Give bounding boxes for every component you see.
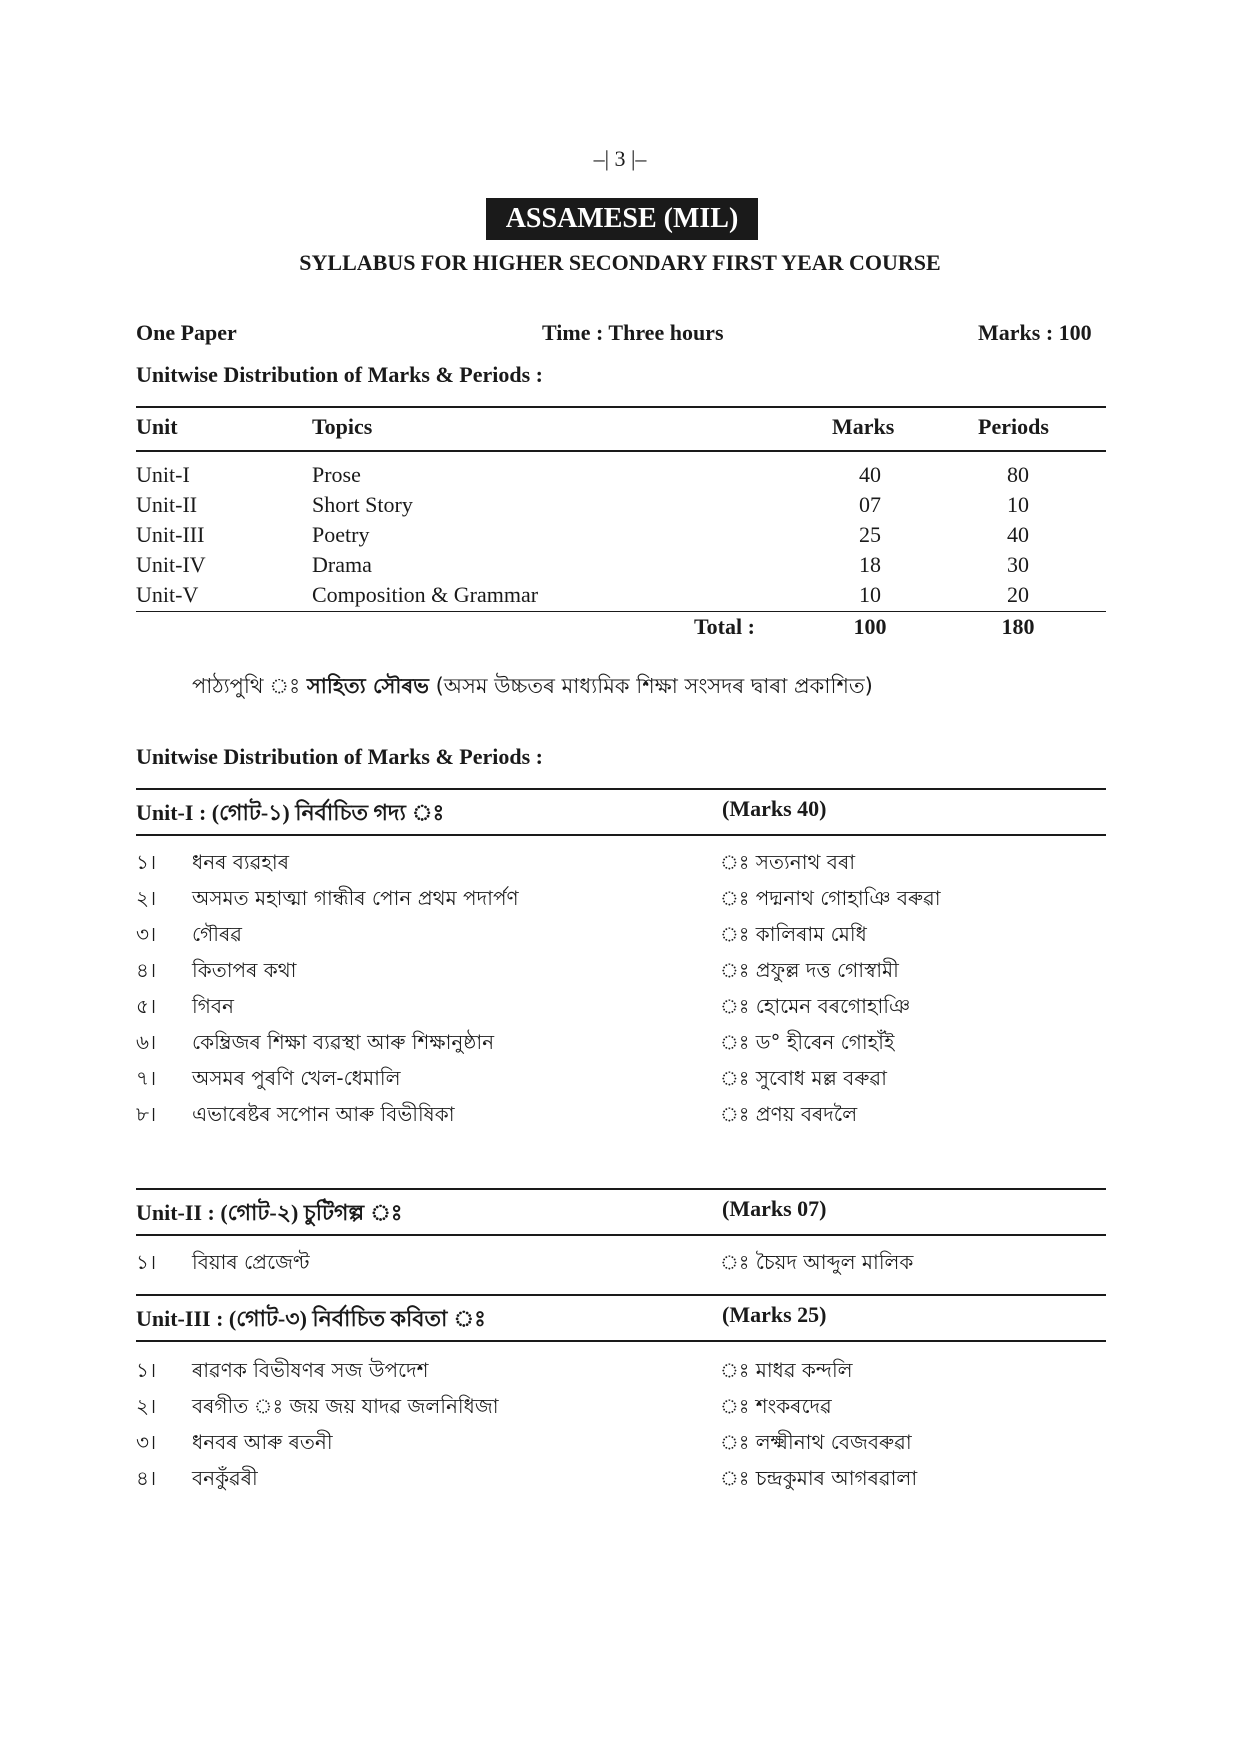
unit-rule (136, 1234, 1106, 1236)
list-item-title: অসমৰ পুৰণি খেল-ধেমালি (192, 1066, 401, 1090)
page-number: –| 3 |– (593, 146, 647, 171)
list-item-number: ৭। (136, 1066, 157, 1090)
list-item-title: ধনৰ ব্যৱহাৰ (192, 850, 289, 874)
list-item-number: ৪। (136, 1466, 157, 1490)
unit-rule (136, 1340, 1106, 1342)
header-marks: Marks (832, 414, 895, 439)
table-row-periods: 10 (1007, 492, 1029, 517)
list-item-number: ৩। (136, 1430, 157, 1454)
list-item-title: কিতাপৰ কথা (192, 958, 297, 982)
list-item-author: ঃ হোমেন বৰগোহাঞি (720, 994, 911, 1018)
list-item-title: বিয়াৰ প্ৰেজেণ্ট (192, 1250, 310, 1274)
document-title: ASSAMESE (MIL) (486, 198, 758, 240)
unit-3-marks: (Marks 25) (722, 1302, 827, 1327)
list-item-number: ১। (136, 1250, 157, 1274)
list-item-title: এভাৰেষ্টৰ সপোন আৰু বিভীষিকা (192, 1102, 455, 1126)
table-top-rule (136, 406, 1106, 408)
table-row-unit: Unit-I (136, 462, 190, 487)
table-row-periods: 30 (1007, 552, 1029, 577)
list-item-author: ঃ কালিৰাম মেধি (720, 922, 867, 946)
table-row-marks: 10 (859, 582, 881, 607)
table-header-rule (136, 450, 1106, 452)
list-item-author: ঃ সত্যনাথ বৰা (720, 850, 856, 874)
list-item-number: ২। (136, 886, 157, 910)
document-subtitle: SYLLABUS FOR HIGHER SECONDARY FIRST YEAR COURSE (299, 250, 941, 275)
unit-1-heading: Unit-I : (গোট-১) নিৰ্বাচিত গদ্য ঃ (136, 800, 445, 825)
list-item-number: ৫। (136, 994, 157, 1018)
list-item-number: ১। (136, 850, 157, 874)
table-row-marks: 40 (859, 462, 881, 487)
list-item-title: ধনবৰ আৰু ৰতনী (192, 1430, 333, 1454)
table-row-topic: Drama (312, 552, 372, 577)
list-item-author: ঃ প্ৰফুল্ল দত্ত গোস্বামী (720, 958, 899, 982)
list-item-number: ৮। (136, 1102, 157, 1126)
list-item-author: ঃ শংকৰদেৱ (720, 1394, 832, 1418)
list-item-number: ৪। (136, 958, 157, 982)
textbook-publisher: (অসম উচ্চতৰ মাধ্যমিক শিক্ষা সংসদৰ দ্বাৰা প্ৰকাশিত) (428, 674, 873, 698)
table-row-periods: 40 (1007, 522, 1029, 547)
unit-2-marks: (Marks 07) (722, 1196, 827, 1221)
total-periods: 180 (1001, 614, 1035, 639)
list-item-title: গৌৰৱ (192, 922, 242, 946)
list-item-author: ঃ চন্দ্ৰকুমাৰ আগৰৱালা (720, 1466, 918, 1490)
list-item-author: ঃ প্ৰণয় বৰদলৈ (720, 1102, 858, 1126)
header-periods: Periods (978, 414, 1049, 439)
table-row-topic: Composition & Grammar (312, 582, 539, 607)
list-item-number: ২। (136, 1394, 157, 1418)
table-row-topic: Short Story (312, 492, 413, 517)
header-topics: Topics (312, 414, 373, 439)
list-item-title: ৰাৱণক বিভীষণৰ সজ উপদেশ (192, 1358, 429, 1382)
table-row-topic: Poetry (312, 522, 370, 547)
list-item-author: ঃ ড° হীৰেন গোহাঁই (720, 1030, 895, 1054)
list-item-title: কেম্ব্ৰিজৰ শিক্ষা ব্যৱস্থা আৰু শিক্ষানুষ্ঠান (192, 1030, 495, 1054)
table-row-marks: 18 (859, 552, 881, 577)
list-item-number: ৩। (136, 922, 157, 946)
list-item-title: বৰগীত ঃ জয় জয় যাদৱ জলনিধিজা (192, 1394, 499, 1418)
list-item-title: অসমত মহাত্মা গান্ধীৰ পোন প্ৰথম পদাৰ্পণ (192, 886, 519, 910)
table-row-unit: Unit-III (136, 522, 205, 547)
section-heading-distribution: Unitwise Distribution of Marks & Periods : (136, 362, 543, 387)
table-row-unit: Unit-II (136, 492, 198, 517)
paper-count: One Paper (136, 320, 237, 345)
header-unit: Unit (136, 414, 178, 439)
textbook-prefix: পাঠ্যপুথি ঃ (192, 674, 307, 698)
table-row-marks: 25 (859, 522, 881, 547)
total-marks-label: Marks : 100 (978, 320, 1092, 345)
unit-rule (136, 1294, 1106, 1296)
textbook-name: সাহিত্য সৌৰভ (306, 674, 429, 698)
table-row-marks: 07 (859, 492, 881, 517)
unit-rule (136, 834, 1106, 836)
table-total-rule (136, 611, 1106, 612)
unit-rule (136, 788, 1106, 790)
total-label: Total : (694, 614, 755, 639)
list-item-author: ঃ পদ্মনাথ গোহাঞি বৰুৱা (720, 886, 941, 910)
list-item-author: ঃ সুবোধ মল্ল বৰুৱা (720, 1066, 887, 1090)
list-item-number: ১। (136, 1358, 157, 1382)
list-item-title: গিবন (192, 994, 234, 1018)
unit-rule (136, 1188, 1106, 1190)
unit-2-heading: Unit-II : (গোট-২) চুটিগল্প ঃ (136, 1200, 403, 1225)
list-item-number: ৬। (136, 1030, 157, 1054)
list-item-title: বনকুঁৱৰী (192, 1466, 258, 1490)
table-row-topic: Prose (312, 462, 361, 487)
textbook-line (192, 670, 873, 705)
list-item-author: ঃ লক্ষ্মীনাথ বেজবৰুৱা (720, 1430, 912, 1454)
list-item-author: ঃ মাধৱ কন্দলি (720, 1358, 853, 1382)
exam-time: Time : Three hours (542, 320, 724, 345)
table-row-unit: Unit-V (136, 582, 199, 607)
section-heading-units: Unitwise Distribution of Marks & Periods : (136, 744, 543, 769)
table-row-periods: 80 (1007, 462, 1029, 487)
table-row-periods: 20 (1007, 582, 1029, 607)
unit-3-heading: Unit-III : (গোট-৩) নিৰ্বাচিত কবিতা ঃ (136, 1306, 486, 1331)
list-item-author: ঃ চৈয়দ আব্দুল মালিক (720, 1250, 914, 1274)
unit-1-marks: (Marks 40) (722, 796, 827, 821)
table-row-unit: Unit-IV (136, 552, 206, 577)
total-marks: 100 (853, 614, 887, 639)
